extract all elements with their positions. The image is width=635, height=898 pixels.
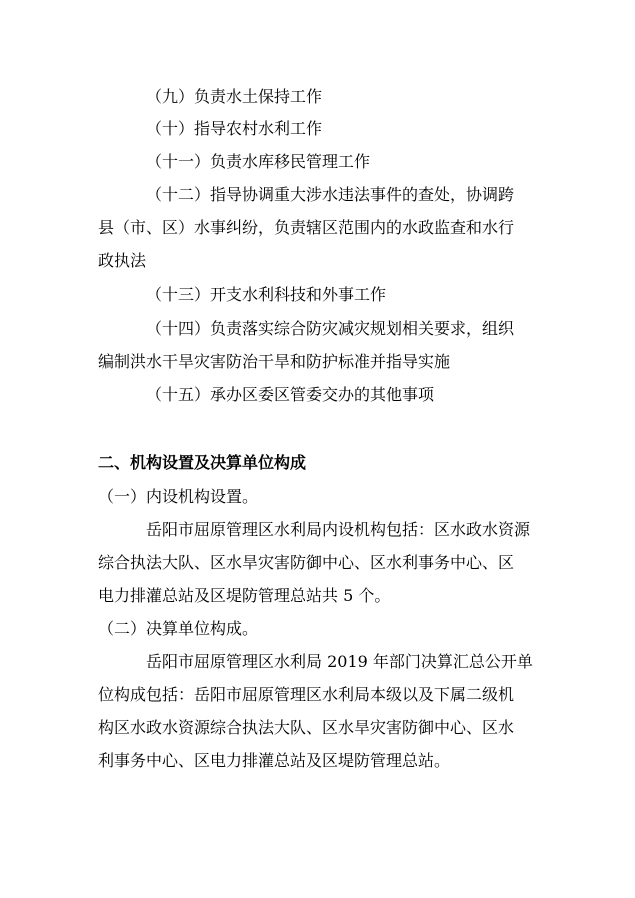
subsection-2-body-line4: 利事务中心、区电力排灌总站及区堤防管理总站。	[98, 751, 451, 770]
subsection-1-body-line3: 电力排灌总站及区堤防管理总站共 5 个。	[98, 586, 391, 605]
duty-item-12-line1: （十二）指导协调重大涉水违法事件的查处，协调跨	[146, 185, 515, 204]
duty-item-15: （十五）承办区委区管委交办的其他事项	[146, 385, 435, 404]
subsection-2-body-line2: 位构成包括：岳阳市屈原管理区水利局本级以及下属二级机	[98, 685, 515, 704]
duty-item-9: （九）负责水土保持工作	[146, 87, 323, 106]
duty-item-10: （十）指导农村水利工作	[146, 119, 323, 138]
subsection-1-body-line1: 岳阳市屈原管理区水利局内设机构包括：区水政水资源	[146, 520, 531, 539]
duty-item-14-line2: 编制洪水干旱灾害防治干旱和防护标准并指导实施	[98, 352, 451, 371]
duty-item-12-line3: 政执法	[98, 251, 147, 270]
duty-item-12-line2: 县（市、区）水事纠纷，负责辖区范围内的水政监查和水行	[98, 218, 515, 237]
subsection-2-body-line3: 构区水政水资源综合执法大队、区水旱灾害防御中心、区水	[98, 718, 515, 737]
subsection-2-title: （二）决算单位构成。	[98, 619, 259, 638]
subsection-1-title: （一）内设机构设置。	[98, 487, 259, 506]
section-2-heading: 二、机构设置及决算单位构成	[98, 453, 307, 472]
subsection-2-body-line1: 岳阳市屈原管理区水利局 2019 年部门决算汇总公开单	[146, 652, 533, 671]
duty-item-11: （十一）负责水库移民管理工作	[146, 152, 371, 171]
duty-item-14-line1: （十四）负责落实综合防灾减灾规划相关要求，组织	[146, 319, 515, 338]
subsection-1-body-line2: 综合执法大队、区水旱灾害防御中心、区水利事务中心、区	[98, 553, 515, 572]
duty-item-13: （十三）开支水利科技和外事工作	[146, 285, 387, 304]
